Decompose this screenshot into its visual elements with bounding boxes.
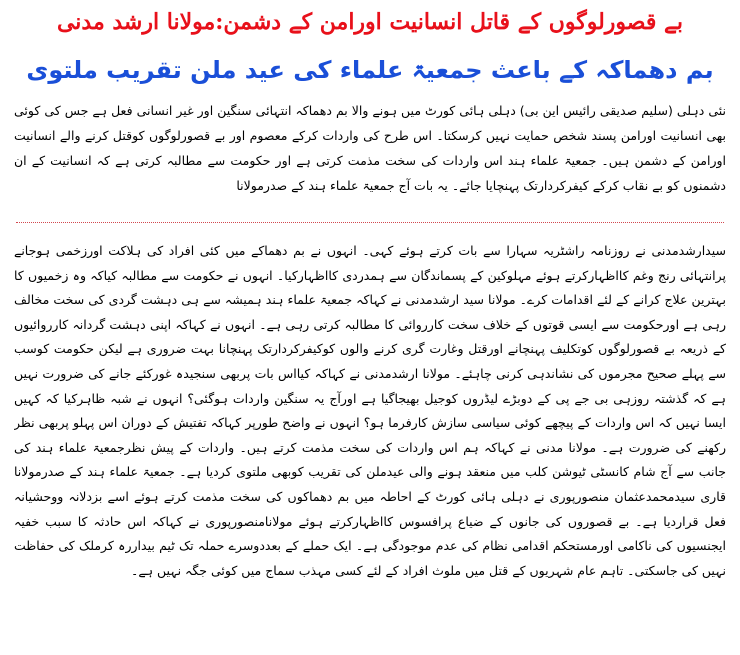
dotted-divider [16, 222, 724, 223]
lead-paragraph: نئی دہلی (سلیم صدیقی رائیس این بی) دہلی ہائی کورٹ میں ہونے والا بم دھماکہ انتہائی سنگین اور غیر انسانی فعل ہے جس کی کوئی بھی انسانیت اورامن پسند شخص حمایت نہیں کرسکتا۔ اس طرح کی واردات کرکے معصوم اور بے قصورلوگوں کوقتل کرنے والے انسانیت اورامن کے دشمن ہیں۔ جمعیۃ علماء ہند اس واردات کی سخت مذمت کرتی ہے اور حکومت سے مطالبہ کرتی ہے کہ انسانیت کے ان دشمنوں کو بے نقاب کرکے کیفرکردارتک پہنچایا جائے۔ یہ بات آج جمعیۃ علماء ہند کے صدرمولانا [14, 103, 726, 193]
subheadline: بم دھماکہ کے باعث جمعیۃ علماء کی عید ملن تقریب ملتوی [26, 56, 714, 84]
headline: بے قصورلوگوں کے قاتل انسانیت اورامن کے دشمن:مولانا ارشد مدنی [56, 9, 684, 35]
article-body: سیدارشدمدنی نے روزنامہ راشٹریہ سہارا سے بات کرتے ہوئے کہی۔ انہوں نے بم دھماکے میں کئی افراد کی ہلاکت اورزخمی ہوجانے پرانتہائی رنج وغم کااظہارکرتے ہوئے مہلوکین کے پسماندگان سے ہمدردی کااظہارکیا۔ انہوں نے حکومت سے مطالبہ کیاکہ وہ زخمیوں کا بہترین علاج کرانے کے لئے اقدامات کرے۔ مولانا سید ارشدمدنی نے کہاکہ جمعیۃ علماء ہند ہمیشہ سے ہی دہشت گردی کی سخت مخالف رہی ہے اورحکومت سے ایسی قوتوں کے خلاف سخت کارروائی کا مطالبہ کرتی رہی ہے۔ انہوں نے کہاکہ اپنی دہشت گردانہ کارروائیوں کے ذریعہ بے قصورلوگوں کوتکلیف پہنچانے اورقتل وغارت گری کرنے والوں کوکیفرکردارتک پہنچانا بہت ضروری ہے لیکن حکومت کوسب سے پہلے صحیح مجرموں کی نشاندہی کرنی چاہئے۔ مولانا ارشدمدنی نے کہاکہ کیااس بات پربھی سنجیدہ غورکئے جانے کی ضرورت نہیں ہے کہ گذشتہ روزہی بی جے پی کے دوبڑے لیڈروں کوجیل بھیجاگیا ہے اورآج یہ سنگین واردات ہوگئی؟ انہوں نے شبہ ظاہرکیا کہ کہیں ایسا نہیں کہ اس واردات کے پیچھے کوئی سیاسی سازش کارفرما ہو؟ انہوں نے واضح طورپر کہاکہ تفتیش کے دوران اس پہلو پربھی نظر رکھنے کی ضرورت ہے۔ مولانا مدنی نے کہاکہ ہم اس واردات کی سخت مذمت کرتے ہیں۔ واردات کے پیش نظرجمعیۃ علماء ہند کی جانب سے آج شام کانسٹی ٹیوشن کلب میں منعقد ہونے والی عیدملن کی تقریب کوبھی ملتوی کردیا ہے۔ جمعیۃ علماء ہند کے صدرمولانا قاری سیدمحمدعثمان منصورپوری نے دہلی ہائی کورٹ کے احاطہ میں بم دھماکوں کی سخت مذمت کرتے ہوئے اسے بزدلانہ ووحشیانہ فعل قراردیا ہے۔ بے قصوروں کی جانوں کے ضیاع پرافسوس کااظہارکرتے ہوئے مولانامنصورپوری نے کہاکہ اس حادثہ کا سبب خفیہ ایجنسیوں کی ناکامی اورمستحکم اقدامی نظام کی عدم موجودگی ہے۔ ایک حملے کے بعددوسرے حملہ تک ٹیم بیداررہ کرملک کی حفاظت نہیں کی جاسکتی۔ تاہم عام شہریوں کے قتل میں ملوث افراد کے لئے کسی مہذب سماج میں کوئی جگہ نہیں ہے۔ [14, 243, 726, 578]
